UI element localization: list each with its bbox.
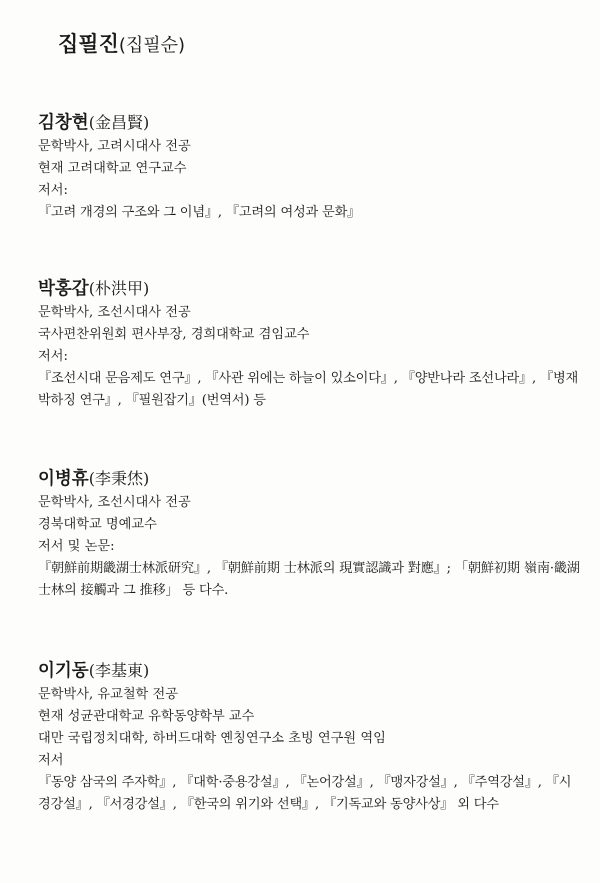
author-info-line: 경북대학교 명예교수	[38, 517, 157, 532]
author-entry	[38, 468, 583, 602]
author-entry	[38, 278, 583, 412]
page-title-text: 집필진	[58, 32, 119, 56]
author-name: 이기동	[38, 661, 89, 681]
author-works: 『조선시대 문음제도 연구』, 『사관 위에는 하늘이 있소이다』, 『양반나라 조선나라』, 『병재 박하징 연구』, 『필원잡기』(번역서) 등	[38, 371, 579, 408]
author-info-line: 문학박사, 조선시대사 전공	[38, 495, 191, 510]
author-hanja: (李基東)	[88, 661, 150, 680]
author-name: 이병휴	[38, 469, 89, 489]
author-info-line: 저서:	[38, 349, 68, 364]
author-entry	[38, 112, 583, 224]
author-info-line: 현재 고려대학교 연구교수	[38, 161, 187, 176]
author-works: 『동양 삼국의 주자학』, 『대학·중용강설』, 『논어강설』, 『맹자강설』, 『주역강설』, 『시경강설』, 『서경강설』, 『한국의 위기와 선택』, 『기독교와 동양사상』 외 다수	[38, 775, 572, 812]
author-name: 박홍갑	[38, 279, 89, 299]
author-hanja: (朴洪甲)	[88, 279, 150, 298]
author-info-line: 문학박사, 유교철학 전공	[38, 687, 178, 702]
author-info-line: 문학박사, 조선시대사 전공	[38, 305, 191, 320]
author-name-row	[38, 278, 583, 300]
author-name-row	[38, 112, 583, 134]
author-entry	[38, 660, 583, 816]
page-title-sub: (집필순)	[118, 35, 186, 56]
author-name-row	[38, 468, 583, 490]
author-info-line: 저서:	[38, 183, 68, 198]
author-name-row	[38, 660, 583, 682]
author-info-line: 대만 국립정치대학, 하버드대학 옌칭연구소 초빙 연구원 역임	[38, 731, 386, 746]
author-hanja: (李秉烋)	[88, 469, 150, 488]
author-info-line: 현재 성균관대학교 유학동양학부 교수	[38, 709, 255, 724]
page-title	[58, 28, 185, 58]
author-hanja: (金昌賢)	[88, 113, 150, 132]
author-info-line: 저서 및 논문:	[38, 539, 115, 554]
author-works: 『朝鮮前期畿湖士林派研究』, 『朝鮮前期 士林派의 現實認識과 對應』; 「朝鮮初期 嶺南·畿湖士林의 接觸과 그 推移」 등 다수.	[38, 561, 580, 598]
author-info-line: 국사편찬위원회 편사부장, 경희대학교 겸임교수	[38, 327, 310, 342]
author-info-line: 저서	[38, 753, 64, 768]
author-works: 『고려 개경의 구조와 그 이념』, 『고려의 여성과 문화』	[38, 205, 361, 220]
author-info-line: 문학박사, 고려시대사 전공	[38, 139, 191, 154]
author-name: 김창현	[38, 113, 89, 133]
